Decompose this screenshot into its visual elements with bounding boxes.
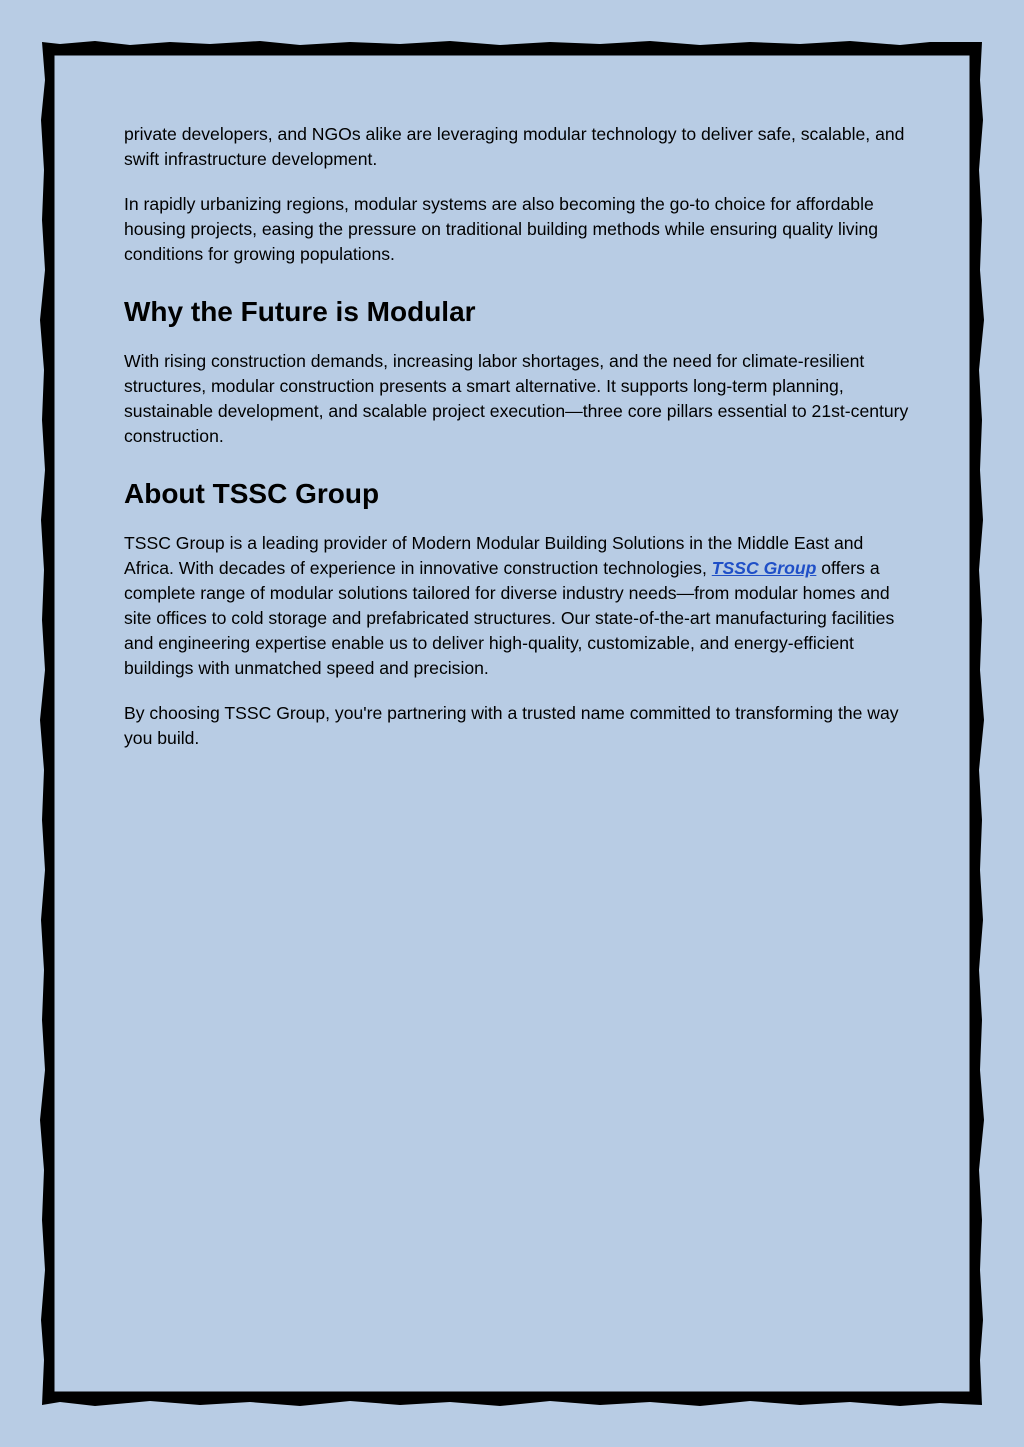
about-text-before-link: TSSC Group is a leading provider of Modern Modular Building Solutions in the Middle East and Africa. With decades of experience in innovative construction technologies,	[124, 533, 864, 578]
tssc-group-link[interactable]: TSSC Group	[711, 558, 817, 578]
heading-future-modular: Why the Future is Modular	[124, 296, 476, 327]
paragraph-urbanizing: In rapidly urbanizing regions, modular systems are also becoming the go-to choice for affordable housing projects, easing the pressure on traditional building methods while ensuring quality living conditions for growing populations.	[124, 194, 879, 264]
paragraph-intro-continuation: private developers, and NGOs alike are leveraging modular technology to deliver safe, scalable, and swift infrastructure development.	[124, 124, 905, 169]
about-text-after-link: offers a complete range of modular solutions tailored for diverse industry needs—from modular homes and site offices to cold storage and prefabricated structures. Our state-of-the-art manufacturing facilities and engineering expertise enable us to deliver high-quality, customizable, and energy-efficient buildings with unmatched speed and precision.	[124, 558, 895, 678]
paragraph-future-modular: With rising construction demands, increasing labor shortages, and the need for climate-resilient structures, modular construction presents a smart alternative. It supports long-term planning, sustainable development, and scalable project execution—three core pillars essential to 21st-century construction.	[124, 351, 909, 446]
paragraph-closing: By choosing TSSC Group, you're partnering with a trusted name committed to transforming the way you build.	[124, 703, 899, 748]
heading-about-tssc: About TSSC Group	[124, 478, 380, 509]
document-content	[124, 122, 914, 771]
paragraph-about-tssc	[124, 531, 914, 681]
